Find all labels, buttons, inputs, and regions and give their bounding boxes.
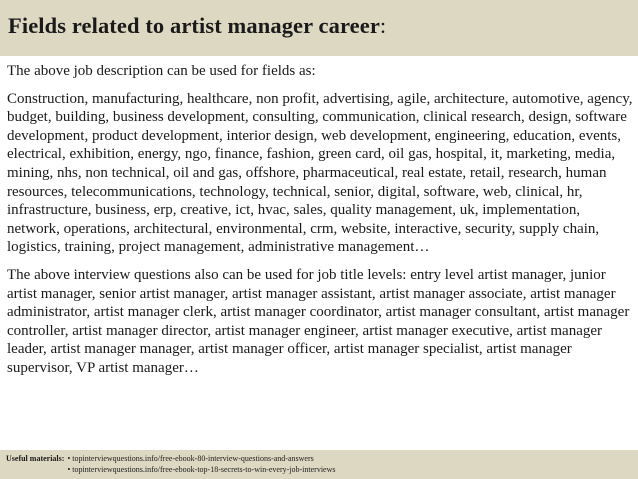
fields-paragraph: Construction, manufacturing, healthcare, non profit, advertising, agile, architecture, automotive, agency, budget, building, business development, consulting, communication, clinical research, design, software development, product development, interior design, web development, engineering, education, events, electrical, exhibition, energy, ngo, finance, fashion, green card, oil gas, hospital, it, marketing, media, mining, nhs, non technical, oil and gas, offshore, pharmaceutical, real estate, retail, research, human resources, telecommunications, technology, technical, senior, digital, software, web, clinical, hr, infrastructure, business, erp, creative, ict, hvac, sales, quality management, uk, implementation, network, operations, architectural, environmental, crm, website, interactive, security, supply chain, logistics, training, project management, administrative management… [7,90,633,256]
footer-label: Useful materials: [6,454,65,463]
footer-link-item [67,454,335,465]
levels-paragraph: The above interview questions also can be used for job title levels: entry level artist manager, junior artist manager, senior artist manager, artist manager assistant, artist manager associate, artist manager administrator, artist manager clerk, artist manager coordinator, artist manager consultant, artist manager controller, artist manager director, artist manager engineer, artist manager executive, artist manager leader, artist manager manager, artist manager officer, artist manager specialist, artist manager supervisor, VP artist manager… [7,266,630,376]
footer-link-item [67,465,335,476]
title-colon: : [379,13,387,38]
page-title [8,13,638,39]
page-title-text: Fields related to artist manager career [8,13,380,38]
footer-link[interactable]: topinterviewquestions.info/free-ebook-top-18-secrets-to-win-every-job-interviews [72,464,336,474]
footer [0,450,638,479]
footer-links [67,454,335,479]
bullet-icon: • [67,454,71,463]
title-bar [0,0,638,56]
main-content [7,62,633,378]
intro-paragraph: The above job description can be used for fields as: [7,63,316,79]
bullet-icon: • [67,464,71,474]
footer-link[interactable]: topinterviewquestions.info/free-ebook-80-interview-questions-and-answers [72,454,314,463]
